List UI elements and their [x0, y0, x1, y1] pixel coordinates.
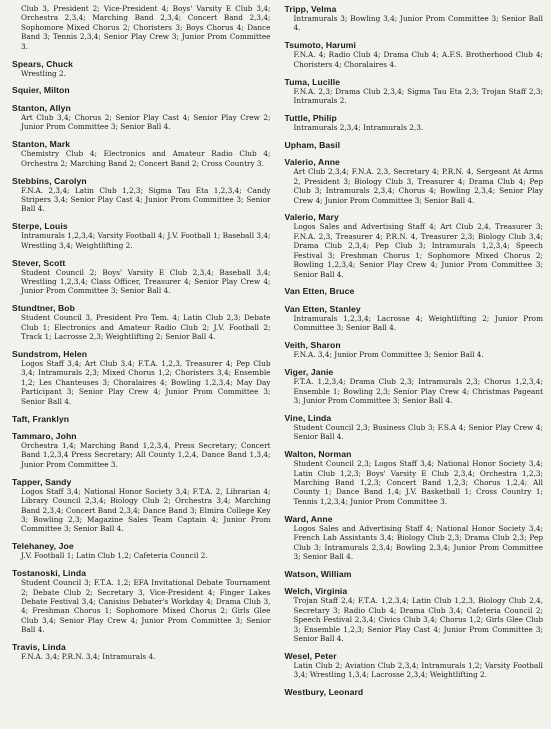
senior-entry — [12, 431, 271, 469]
student-name: Vine, Linda — [284, 412, 332, 423]
senior-entry — [12, 85, 271, 95]
senior-entry — [285, 140, 544, 150]
student-activities: Student Council 2,3; Business Club 3; F.S.A 4; Senior Play Crew 4; Senior Ball 4. — [293, 422, 543, 442]
student-name: Stundtner, Bob — [12, 303, 75, 314]
senior-entry — [285, 340, 544, 359]
student-activities: Art Club 3,4; Chorus 2; Senior Play Cast 4; Senior Play Crew 2; Junior Prom Committee 3; Senior Ball 4. — [21, 112, 271, 132]
student-activities: Intramurals 2,3,4; Intramurals 2,3. — [293, 122, 424, 132]
student-activities: F.N.A. 3,4; Junior Prom Committee 3; Senior Ball 4. — [293, 350, 484, 360]
senior-entry — [12, 258, 271, 296]
senior-entry — [12, 139, 271, 168]
student-name: Van Etten, Bruce — [284, 286, 355, 297]
senior-entry — [285, 449, 544, 506]
student-activities: J.V. Football 1; Latin Club 1,2; Cafeteria Council 2. — [21, 551, 208, 561]
student-activities: Logos Staff 3,4; National Honor Society 3,4; F.T.A. 2, Librarian 4; Library Council 2,3,4; Biology Club 2; Orchestra 3,4; Marching Band 2,3,4; Concert Band 2,3,4; Dance Band 3; Elmira College Key 3; Bowling 2,3; Magazine Sales Team Captain 4; Junior Prom Committee 3; Senior Ball 4. — [21, 486, 271, 534]
student-name: Ward, Anne — [284, 513, 333, 524]
student-activities: Trojan Staff 2,4; F.T.A. 1,2,3,4; Latin Club 1,2,3, Biology Club 2,4, Secretary 3; Radio Club 4; Drama Club 3,4; Cafeteria Council 2; Speech Festival 2,3,4; Civics Club 3,4; Chorus 1,2; Girls Glee Club 3; Ensemble 1,2,3; Senior Play Cast 4; Junior Prom Committee 3; Senior Ball 4. — [293, 596, 543, 643]
senior-entry — [285, 4, 544, 33]
student-name: Valerio, Anne — [284, 157, 340, 168]
student-activities: Student Council 3; F.T.A. 1,2; EFA Invitational Debate Tournament 2; Debate Club 2; Secretary 3, Vice-President 4; Finger Lakes Debate Festival 3,4; Canisius Debater's Workday 4; Drama Club 3, 4; Freshman Chorus 1; Sophomore Mixed Chorus 2; Girls Glee Club 3,4; Senior Play Crew 4; Junior Prom Committee 3; Senior Ball 4. — [21, 578, 271, 635]
senior-entry — [285, 286, 544, 296]
student-name: Walton, Norman — [284, 449, 352, 460]
senior-entry — [285, 586, 544, 643]
student-name: Spears, Chuck — [12, 58, 74, 69]
left-column — [12, 4, 271, 729]
senior-entry — [285, 304, 544, 333]
senior-entry — [285, 514, 544, 562]
student-name: Valerio, Mary — [284, 212, 339, 223]
student-activities: Orchestra 1,4; Marching Band 1,2,3,4, Press Secretary; Concert Band 1,2,3,4 Press Secretary; All County 1,2,4, Dance Band 1,3,4; Junior Prom Committee 3. — [21, 441, 271, 469]
right-column — [285, 4, 544, 729]
senior-entry — [12, 303, 271, 341]
student-name: Stever, Scott — [12, 257, 66, 268]
student-activities: Intramurals 3; Bowling 3,4; Junior Prom Committee 3; Senior Ball 4. — [293, 14, 543, 33]
senior-entry — [12, 59, 271, 78]
student-name: Sundstrom, Helen — [12, 349, 88, 360]
student-name: Welch, Virginia — [284, 586, 348, 597]
student-name: Telehaney, Joe — [12, 541, 74, 552]
student-activities: Club 3, President 2; Vice-President 4; Boys' Varsity E Club 3,4; Orchestra 2,3,4; Marching Band 2,3,4; Concert Band 2,3,4; Sophomore Mixed Chorus 2; Choristers 3; Boys Chorus 4; Dance Band 3; Tennis 2,3,4; Senior Play Crew 3; Junior Prom Committee 3. — [21, 4, 271, 51]
senior-entry — [285, 367, 544, 405]
student-name: Tapper, Sandy — [12, 476, 72, 487]
student-activities: Art Club 2,3,4; F.N.A. 2,3, Secretary 4; P.R.N. 4, Sergeant At Arms 2, President 3; Biology Club 3, Treasurer 4; Drama Club 4; Pep Club 3; Intramurals 2,3,4; Chorus 4; Bowling 2,3,4; Senior Play Crew 4; Junior Prom Committee 3; Senior Ball 4. — [293, 167, 543, 205]
student-activities: F.N.A. 2,3,4; Latin Club 1,2,3; Sigma Tau Eta 1,2,3,4; Candy Stripers 3,4; Senior Play Cast 4; Junior Prom Committee 3; Senior Ball 4. — [21, 185, 271, 214]
senior-entry — [285, 40, 544, 69]
student-activities: Logos Staff 3,4; Art Club 3,4; F.T.A. 1,2,3, Treasurer 4; Pep Club 3,4; Intramurals 2,3; Mixed Chorus 1,2; Choristers 3,4; Ensemble 1,2; Les Chanteuses 3; Choralaires 4; Bowling 1,2,3,4; May Day Participant 3; Senior Play Crew 4; Junior Prom Committee 3; Senior Ball 4. — [21, 359, 271, 406]
senior-entry — [285, 157, 544, 205]
student-name: Wesel, Peter — [284, 650, 337, 661]
student-activities: Student Council 3, President Pro Tem. 4; Latin Club 2,3; Debate Club 1; Electronics and Amateur Radio Club 2; J.V. Football 2; Track 1; Lacrosse 2,3; Weightlifting 2; Senior Ball 4. — [21, 313, 271, 342]
student-name: Squier, Milton — [12, 85, 70, 96]
student-activities: F.T.A. 1,2,3,4; Drama Club 2,3; Intramurals 2,3; Chorus 1,2,3,4; Ensemble 1; Bowling 2,3; Senior Play Crew 4; Christmas Pageant 3; Junior Prom Committee 3; Senior Ball 4. — [293, 377, 543, 405]
student-name: Viger, Janie — [284, 367, 334, 378]
student-name: Stebbins, Carolyn — [12, 175, 87, 186]
student-name: Van Etten, Stanley — [284, 303, 361, 314]
student-name: Watson, William — [284, 568, 352, 579]
student-activities: F.N.A. 3,4; P.R.N. 3,4; Intramurals 4. — [21, 652, 156, 662]
student-name: Tostanoski, Linda — [12, 568, 87, 579]
senior-entry — [12, 642, 271, 661]
senior-entry — [285, 651, 544, 680]
senior-entry — [12, 477, 271, 534]
senior-entry — [285, 569, 544, 579]
student-activities: Logos Sales and Advertising Staff 4; Art Club 2,4, Treasurer 3; F.N.A. 2,3, Treasurer 4; P.R.N. 4, Treasurer 2,3; Biology Club 3,4; Drama Club 2,3,4; Pep Club 3; Intramurals 1,2,3,4; Speech Festival 3; Freshman Chorus 1; Sophomore Mixed Chorus 2; Bowling 1,2,3,4; Senior Play Crew 4; Junior Prom Committee 3; Senior Ball 4. — [293, 222, 543, 279]
student-activities: F.N.A. 4; Radio Club 4; Drama Club 4; A.F.S. Brotherhood Club 4; Choristers 4; Choralaires 4. — [293, 50, 543, 69]
senior-entry — [285, 113, 544, 132]
student-activities: Chemistry Club 4; Electronics and Amateur Radio Club 4; Orchestra 2; Marching Band 2; Concert Band 2; Cross Country 3. — [21, 149, 271, 168]
senior-entry — [12, 414, 271, 424]
student-activities: Student Council 2; Boys' Varsity E Club 2,3,4; Baseball 3,4; Wrestling 1,2,3,4; Class Officer, Treasurer 4; Senior Play Crew 4; Junior Prom Committee 3; Senior Ball 4. — [21, 267, 271, 296]
student-activities: Latin Club 2; Aviation Club 2,3,4; Intramurals 1,2; Varsity Football 3,4; Wrestling 1,3,4; Lacrosse 2,3,4; Weightlifting 2. — [293, 660, 543, 680]
senior-entry — [285, 77, 544, 106]
student-activities: Intramurals 1,2,3,4; Varsity Football 4; J.V. Football 1; Baseball 3,4; Wrestling 3,4; Weightlifting 2. — [21, 231, 271, 250]
senior-entry — [12, 103, 271, 132]
student-name: Tripp, Velma — [284, 4, 337, 14]
senior-entry — [12, 568, 271, 634]
student-name: Stanton, Allyn — [12, 102, 71, 113]
student-activities: Intramurals 1,2,3,4; Lacrosse 4; Weightlifting 2; Junior Prom Committee 3; Senior Ball 4. — [293, 313, 543, 333]
student-name: Westbury, Leonard — [284, 687, 364, 698]
senior-entry — [285, 212, 544, 278]
student-name: Tsumoto, Harumi — [284, 40, 357, 51]
student-name: Tuma, Lucille — [284, 76, 341, 87]
student-name: Taft, Franklyn — [12, 413, 70, 424]
senior-entry — [12, 4, 271, 51]
senior-entry — [12, 349, 271, 406]
student-name: Tuttle, Philip — [284, 112, 337, 123]
student-name: Tammaro, John — [12, 431, 77, 442]
student-activities: F.N.A. 2,3; Drama Club 2,3,4; Sigma Tau Eta 2,3; Trojan Staff 2,3; Intramurals 2. — [293, 86, 543, 106]
senior-entry — [12, 541, 271, 560]
student-name: Sterpe, Louis — [12, 221, 68, 232]
student-name: Veith, Sharon — [284, 340, 341, 351]
student-activities: Logos Sales and Advertising Staff 4; National Honor Society 3,4; French Lab Assistants 3,4; Biology Club 2,3; Drama Club 2,3; Pep Club 3; Intramurals 2,3,4; Bowling 2,3,4; Junior Prom Committee 3; Senior Ball 4. — [293, 523, 543, 561]
senior-entry — [12, 176, 271, 214]
student-activities: Student Council 2,3; Logos Staff 3,4; National Honor Society 3,4; Latin Club 1,2,3; Boys' Varsity E Club 2,3,4; Orchestra 1,2,3; Marching Band 1,2,3; Concert Band 1,2,3; Chorus 1,2,4; All County 1; Dance Band 1,4; J.V. Basketball 1; Cross Country 1; Tennis 1,2,3,4; Junior Prom Committee 3. — [293, 459, 543, 506]
senior-entry — [285, 687, 544, 697]
student-activities: Wrestling 2. — [21, 68, 66, 78]
senior-entry — [285, 413, 544, 442]
student-name: Stanton, Mark — [12, 139, 71, 150]
student-name: Travis, Linda — [12, 642, 66, 653]
student-name: Upham, Basil — [284, 139, 341, 150]
senior-entry — [12, 221, 271, 250]
